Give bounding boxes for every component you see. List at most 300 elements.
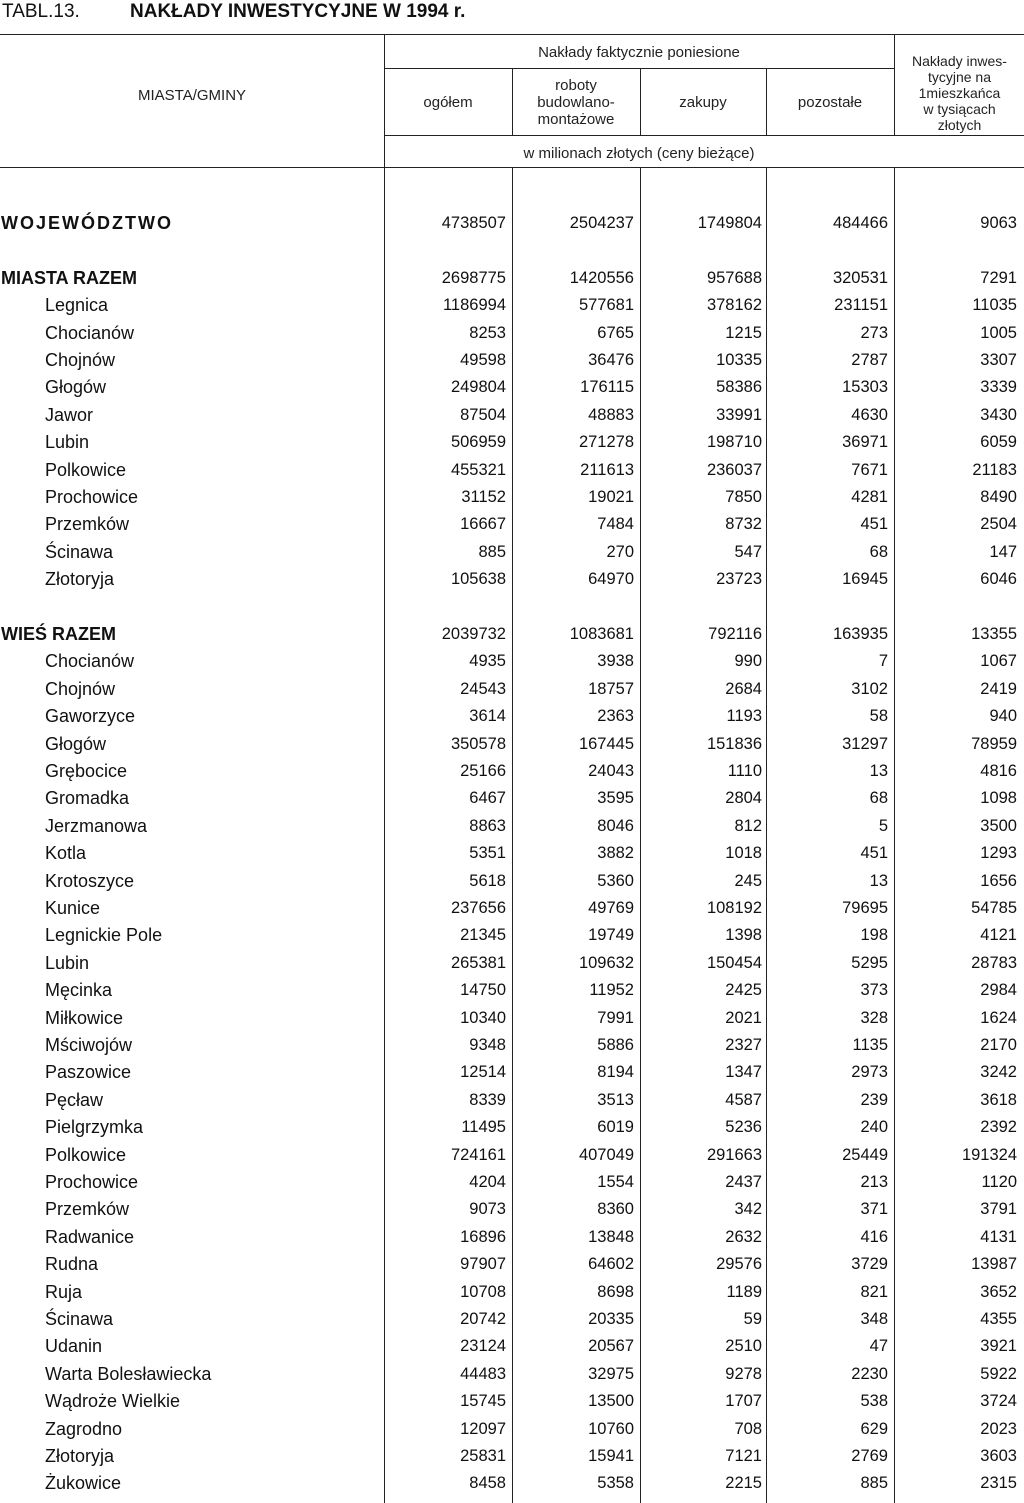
unit-header-rule <box>384 135 1024 136</box>
table-cell: 64970 <box>588 570 634 589</box>
table-cell: 14750 <box>460 981 506 1000</box>
row-label: Radwanice <box>45 1226 135 1247</box>
table-cell: 150454 <box>706 953 762 972</box>
table-summary-row <box>0 265 1024 292</box>
row-label: Prochowice <box>45 1172 139 1192</box>
table-cell: 1067 <box>980 652 1017 671</box>
table-cell: 3513 <box>597 1090 634 1109</box>
table-cell: 2392 <box>980 1118 1017 1137</box>
table-cell: 198 <box>860 926 888 945</box>
table-cell: 1554 <box>597 1173 634 1191</box>
row-label: Lubin <box>45 952 90 973</box>
table-cell: 240 <box>860 1118 888 1137</box>
table-row <box>0 1224 1024 1251</box>
table-cell: 2327 <box>725 1036 762 1054</box>
row-label: Jerzmanowa <box>45 815 148 836</box>
row-label: Męcinka <box>45 980 113 1001</box>
table-cell: 8253 <box>469 323 506 342</box>
table-cell: 237656 <box>450 899 506 917</box>
table-cell: 1707 <box>725 1392 762 1411</box>
table-cell: 8863 <box>469 816 506 835</box>
table-cell: 1656 <box>980 871 1017 890</box>
table-cell: 20567 <box>588 1337 634 1356</box>
table-cell: 7850 <box>725 488 762 506</box>
table-cell: 11952 <box>589 981 634 1000</box>
table-cell: 4630 <box>851 405 888 424</box>
row-label: Przemków <box>45 514 130 535</box>
table-cell: 24043 <box>588 762 634 780</box>
table-cell: 6019 <box>597 1118 634 1137</box>
table-cell: 2419 <box>980 679 1017 698</box>
table-cell: 792116 <box>708 625 762 643</box>
table-cell: 25166 <box>460 762 506 780</box>
table-cell: 2215 <box>725 1474 762 1493</box>
row-label: Warta Bolesławiecka <box>45 1363 212 1384</box>
table-cell: 484466 <box>832 214 888 232</box>
table-cell: 1083681 <box>569 625 634 643</box>
table-cell: 8490 <box>980 488 1017 506</box>
col-header-total: ogółem <box>423 94 473 111</box>
table-row <box>0 457 1024 484</box>
table-row <box>0 1333 1024 1360</box>
table-cell: 3242 <box>980 1063 1017 1082</box>
table-cell: 25831 <box>460 1447 506 1465</box>
table-cell: 940 <box>989 707 1017 726</box>
table-summary-row <box>0 210 1024 237</box>
table-cell: 87504 <box>460 405 506 424</box>
table-cell: 3102 <box>851 679 888 698</box>
table-cell: 3938 <box>597 652 634 671</box>
table-cell: 47 <box>869 1337 888 1356</box>
table-row <box>0 374 1024 401</box>
table-row <box>0 840 1024 867</box>
table-cell: 9348 <box>469 1036 506 1054</box>
table-cell: 58 <box>869 707 888 726</box>
table-row <box>0 1470 1024 1497</box>
table-cell: 44483 <box>460 1364 506 1383</box>
table-cell: 58386 <box>716 378 762 397</box>
table-cell: 7991 <box>597 1008 634 1027</box>
table-cell: 1005 <box>980 323 1017 342</box>
table-cell: 2698775 <box>441 268 506 287</box>
row-label: Pielgrzymka <box>45 1117 144 1138</box>
row-label: Pęcław <box>45 1089 104 1110</box>
table-cell: 265381 <box>450 953 506 972</box>
table-cell: 373 <box>860 981 888 1000</box>
table-cell: 211613 <box>580 460 634 479</box>
table-cell: 16667 <box>460 515 506 534</box>
table-cell: 2973 <box>851 1063 888 1082</box>
table-cell: 3724 <box>980 1392 1017 1411</box>
table-cell: 629 <box>860 1419 888 1438</box>
table-row <box>0 813 1024 840</box>
row-label: Udanin <box>45 1336 103 1357</box>
table-cell: 2039732 <box>441 625 506 643</box>
table-cell: 3791 <box>980 1200 1017 1219</box>
table-cell: 5360 <box>597 871 634 890</box>
table-cell: 577681 <box>578 296 634 315</box>
table-cell: 3339 <box>980 378 1017 397</box>
row-label: Wądroże Wielkie <box>45 1391 181 1412</box>
col-header-purchases: zakupy <box>679 94 727 111</box>
table-cell: 2787 <box>851 351 888 369</box>
table-cell: 4204 <box>469 1173 506 1191</box>
table-cell: 16896 <box>460 1227 506 1246</box>
table-cell: 2504237 <box>569 214 634 232</box>
table-cell: 20335 <box>588 1310 634 1328</box>
row-label: Żukowice <box>45 1473 122 1494</box>
row-label: Głogów <box>45 733 107 754</box>
table-cell: 416 <box>860 1227 888 1246</box>
row-label: Chocianów <box>45 651 135 672</box>
table-cell: 1186994 <box>442 296 506 315</box>
table-row <box>0 1169 1024 1196</box>
row-label: Chojnów <box>45 350 116 370</box>
table-cell: 4281 <box>851 488 888 506</box>
table-cell: 1215 <box>725 323 762 342</box>
table-cell: 2984 <box>980 981 1017 1000</box>
table-row <box>0 703 1024 730</box>
row-label: Kunice <box>45 898 101 918</box>
row-label: Polkowice <box>45 459 127 480</box>
table-cell: 31152 <box>461 488 506 506</box>
row-label: Legnickie Pole <box>45 925 163 946</box>
table-cell: 1347 <box>725 1063 762 1082</box>
table-row <box>0 1196 1024 1223</box>
table-row <box>0 1388 1024 1415</box>
table-cell: 36476 <box>588 351 634 369</box>
row-label: Krotoszyce <box>45 870 135 891</box>
table-cell: 48883 <box>588 405 634 424</box>
table-cell: 990 <box>734 652 762 671</box>
row-label: Zagrodno <box>45 1418 123 1439</box>
table-cell: 8046 <box>597 816 634 835</box>
table-cell: 1293 <box>980 844 1017 863</box>
table-cell: 4738507 <box>441 214 506 232</box>
group-header: Nakłady faktycznie poniesione <box>538 44 740 61</box>
row-label: WOJEWÓDZTWO <box>1 213 173 233</box>
table-cell: 236037 <box>706 460 762 479</box>
row-label: Mściwojów <box>45 1035 133 1055</box>
table-row <box>0 429 1024 456</box>
table-row <box>0 1087 1024 1114</box>
table-title: NAKŁADY INWESTYCYJNE W 1994 r. <box>130 1 466 22</box>
table-cell: 4121 <box>980 926 1017 945</box>
table-cell: 13848 <box>588 1227 634 1246</box>
row-label: Grębocice <box>45 761 128 781</box>
col-header-construction: roboty budowlano- montażowe <box>537 77 615 128</box>
col-header-other: pozostałe <box>797 94 863 111</box>
table-cell: 6765 <box>597 323 634 342</box>
table-cell: 5236 <box>725 1118 762 1137</box>
table-cell: 105638 <box>450 570 506 589</box>
table-cell: 1189 <box>726 1282 762 1301</box>
table-cell: 28783 <box>971 953 1017 972</box>
table-cell: 7484 <box>597 515 634 534</box>
table-cell: 147 <box>989 542 1017 561</box>
table-cell: 109632 <box>578 953 634 972</box>
row-label: Gaworzyce <box>45 706 136 727</box>
table-row <box>0 539 1024 566</box>
table-cell: 68 <box>869 542 888 561</box>
col-header-per-capita: Nakłady inwes- tycyjne na 1mieszkańca w tysiącach złotych <box>912 53 1007 133</box>
table-cell: 8732 <box>725 515 762 534</box>
table-cell: 7121 <box>725 1447 762 1465</box>
table-cell: 885 <box>478 542 506 561</box>
table-cell: 2021 <box>725 1008 762 1027</box>
table-cell: 957688 <box>706 268 762 287</box>
row-label: WIEŚ RAZEM <box>1 624 116 644</box>
row-label: Rudna <box>45 1254 99 1275</box>
table-cell: 342 <box>734 1200 762 1219</box>
table-row <box>0 566 1024 593</box>
row-label: Polkowice <box>45 1144 127 1165</box>
table-cell: 8458 <box>469 1474 506 1493</box>
table-row <box>0 1142 1024 1169</box>
table-cell: 10335 <box>716 351 762 369</box>
table-cell: 24543 <box>460 679 506 698</box>
table-cell: 198710 <box>706 433 762 452</box>
table-cell: 245 <box>734 871 762 890</box>
table-cell: 10340 <box>460 1008 506 1027</box>
header-top-rule <box>0 34 1024 35</box>
table-cell: 5358 <box>597 1474 634 1493</box>
stub-header: MIASTA/GMINY <box>137 87 247 104</box>
row-label: Głogów <box>45 377 107 398</box>
table-cell: 271278 <box>578 433 634 452</box>
table-cell: 3921 <box>980 1337 1017 1356</box>
table-cell: 1120 <box>981 1173 1017 1191</box>
table-summary-row <box>0 621 1024 648</box>
table-cell: 49769 <box>588 899 634 917</box>
table-cell: 21345 <box>460 926 506 945</box>
table-cell: 2510 <box>725 1337 762 1356</box>
table-cell: 10708 <box>460 1282 506 1301</box>
table-cell: 15745 <box>460 1392 506 1411</box>
table-cell: 13355 <box>971 625 1017 643</box>
table-cell: 10760 <box>588 1419 634 1438</box>
table-cell: 506959 <box>450 433 506 452</box>
table-cell: 20742 <box>460 1310 506 1328</box>
table-cell: 191324 <box>961 1145 1017 1164</box>
table-row <box>0 977 1024 1004</box>
table-cell: 1098 <box>980 789 1017 808</box>
table-cell: 273 <box>860 323 888 342</box>
table-row <box>0 731 1024 758</box>
table-cell: 4131 <box>980 1227 1017 1246</box>
table-row <box>0 484 1024 511</box>
row-label: Chocianów <box>45 322 135 343</box>
table-row <box>0 648 1024 675</box>
table-cell: 2632 <box>725 1227 762 1246</box>
table-cell: 12097 <box>460 1419 506 1438</box>
table-title-line <box>0 0 465 24</box>
table-cell: 97907 <box>460 1255 506 1274</box>
table-row <box>0 868 1024 895</box>
table-cell: 59 <box>743 1310 762 1328</box>
table-cell: 5618 <box>469 871 506 890</box>
row-label: Lubin <box>45 432 90 453</box>
table-row <box>0 1361 1024 1388</box>
table-row <box>0 1251 1024 1278</box>
table-cell: 455321 <box>450 460 506 479</box>
table-cell: 8360 <box>597 1200 634 1219</box>
table-cell: 13 <box>869 871 888 890</box>
table-cell: 3307 <box>980 351 1017 369</box>
table-cell: 19749 <box>588 926 634 945</box>
table-cell: 2023 <box>980 1419 1017 1438</box>
table-row <box>0 320 1024 347</box>
table-row <box>0 895 1024 922</box>
row-label: Przemków <box>45 1199 130 1220</box>
table-cell: 724161 <box>450 1145 506 1164</box>
table-cell: 451 <box>860 515 888 534</box>
table-cell: 25449 <box>842 1145 888 1164</box>
table-cell: 249804 <box>450 378 506 397</box>
table-cell: 1135 <box>852 1036 888 1054</box>
table-cell: 23723 <box>716 570 762 589</box>
table-cell: 9278 <box>725 1364 762 1383</box>
table-cell: 538 <box>860 1392 888 1411</box>
table-cell: 2363 <box>597 707 634 726</box>
table-cell: 13500 <box>588 1392 634 1411</box>
table-cell: 5922 <box>980 1364 1017 1383</box>
table-row <box>0 1443 1024 1470</box>
row-label: Złotoryja <box>45 569 115 590</box>
table-cell: 16945 <box>842 570 888 589</box>
table-cell: 2230 <box>851 1364 888 1383</box>
table-cell: 3882 <box>597 844 634 863</box>
table-cell: 23124 <box>460 1337 506 1356</box>
table-cell: 812 <box>734 816 762 835</box>
row-label: Jawor <box>45 404 94 425</box>
table-cell: 350578 <box>450 734 506 753</box>
table-cell: 451 <box>860 844 888 863</box>
table-row <box>0 511 1024 538</box>
table-row <box>0 1005 1024 1032</box>
table-cell: 108192 <box>706 899 762 917</box>
table-cell: 4587 <box>725 1090 762 1109</box>
table-cell: 328 <box>860 1008 888 1027</box>
row-label: Złotoryja <box>45 1446 115 1466</box>
table-cell: 36971 <box>842 433 888 452</box>
table-cell: 79695 <box>842 899 888 917</box>
table-cell: 6467 <box>469 789 506 808</box>
row-label: Gromadka <box>45 788 130 809</box>
row-label: Chojnów <box>45 678 116 699</box>
table-cell: 5351 <box>469 844 506 863</box>
table-cell: 12514 <box>460 1063 506 1082</box>
table-cell: 7291 <box>980 268 1017 287</box>
table-cell: 1398 <box>725 926 762 945</box>
table-cell: 885 <box>860 1474 888 1493</box>
table-cell: 3652 <box>980 1282 1017 1301</box>
table-cell: 213 <box>860 1173 888 1191</box>
group-header-rule <box>384 68 894 69</box>
row-label: Ścinawa <box>45 541 114 562</box>
table-cell: 4355 <box>980 1310 1017 1328</box>
table-cell: 3500 <box>980 816 1017 835</box>
table-cell: 4816 <box>980 762 1017 780</box>
table-cell: 6046 <box>980 570 1017 589</box>
table-cell: 3614 <box>469 707 506 726</box>
row-label: Miłkowice <box>45 1007 124 1028</box>
table-cell: 3603 <box>980 1447 1017 1465</box>
table-cell: 2684 <box>725 679 762 698</box>
table-cell: 68 <box>869 789 888 808</box>
table-cell: 371 <box>860 1200 888 1219</box>
table-cell: 32975 <box>588 1364 634 1383</box>
table-cell: 9063 <box>980 214 1017 232</box>
table-row <box>0 758 1024 785</box>
table-cell: 1110 <box>727 762 762 780</box>
table-row <box>0 347 1024 374</box>
table-cell: 8194 <box>597 1063 634 1082</box>
table-cell: 29576 <box>716 1255 762 1274</box>
row-label: MIASTA RAZEM <box>1 267 137 288</box>
table-cell: 13987 <box>971 1255 1017 1274</box>
table-cell: 407049 <box>578 1145 634 1164</box>
table-cell: 5 <box>878 816 888 835</box>
table-cell: 231151 <box>834 296 888 315</box>
table-cell: 2437 <box>725 1173 762 1191</box>
table-cell: 2315 <box>980 1474 1017 1493</box>
table-cell: 163935 <box>832 625 888 643</box>
table-cell: 547 <box>734 542 762 561</box>
unit-header: w milionach złotych (ceny bieżące) <box>523 145 755 162</box>
table-number: TABL.13. <box>2 1 80 22</box>
table-cell: 378162 <box>706 296 762 315</box>
table-row <box>0 1306 1024 1333</box>
table-cell: 19021 <box>588 488 634 506</box>
table-cell: 64602 <box>588 1255 634 1274</box>
table-cell: 1018 <box>725 844 762 863</box>
table-row <box>0 402 1024 429</box>
table-cell: 54785 <box>971 899 1017 917</box>
table-cell: 151836 <box>706 734 762 753</box>
table-cell: 15941 <box>588 1447 634 1465</box>
table-cell: 33991 <box>716 405 762 424</box>
row-label: Prochowice <box>45 487 139 507</box>
table-cell: 21183 <box>972 460 1017 479</box>
table-row <box>0 785 1024 812</box>
row-label: Legnica <box>45 295 109 316</box>
table-cell: 3430 <box>980 405 1017 424</box>
table-cell: 8698 <box>597 1282 634 1301</box>
table-row <box>0 1279 1024 1306</box>
table-cell: 1193 <box>726 707 762 726</box>
row-label: Ścinawa <box>45 1309 114 1329</box>
table-cell: 5295 <box>851 953 888 972</box>
table-cell: 821 <box>860 1282 888 1301</box>
table-cell: 348 <box>860 1310 888 1328</box>
table-cell: 320531 <box>832 268 888 287</box>
table-row <box>0 922 1024 949</box>
table-cell: 11495 <box>461 1118 506 1137</box>
row-label: Paszowice <box>45 1062 132 1083</box>
table-row <box>0 292 1024 319</box>
table-row <box>0 676 1024 703</box>
table-cell: 31297 <box>842 734 888 753</box>
table-cell: 270 <box>606 542 634 561</box>
table-cell: 2804 <box>725 789 762 808</box>
table-cell: 18757 <box>588 679 634 698</box>
table-cell: 167445 <box>578 734 634 753</box>
table-cell: 8339 <box>469 1090 506 1109</box>
table-cell: 2170 <box>980 1036 1017 1054</box>
table-cell: 2425 <box>725 981 762 1000</box>
table-cell: 4935 <box>469 652 506 671</box>
